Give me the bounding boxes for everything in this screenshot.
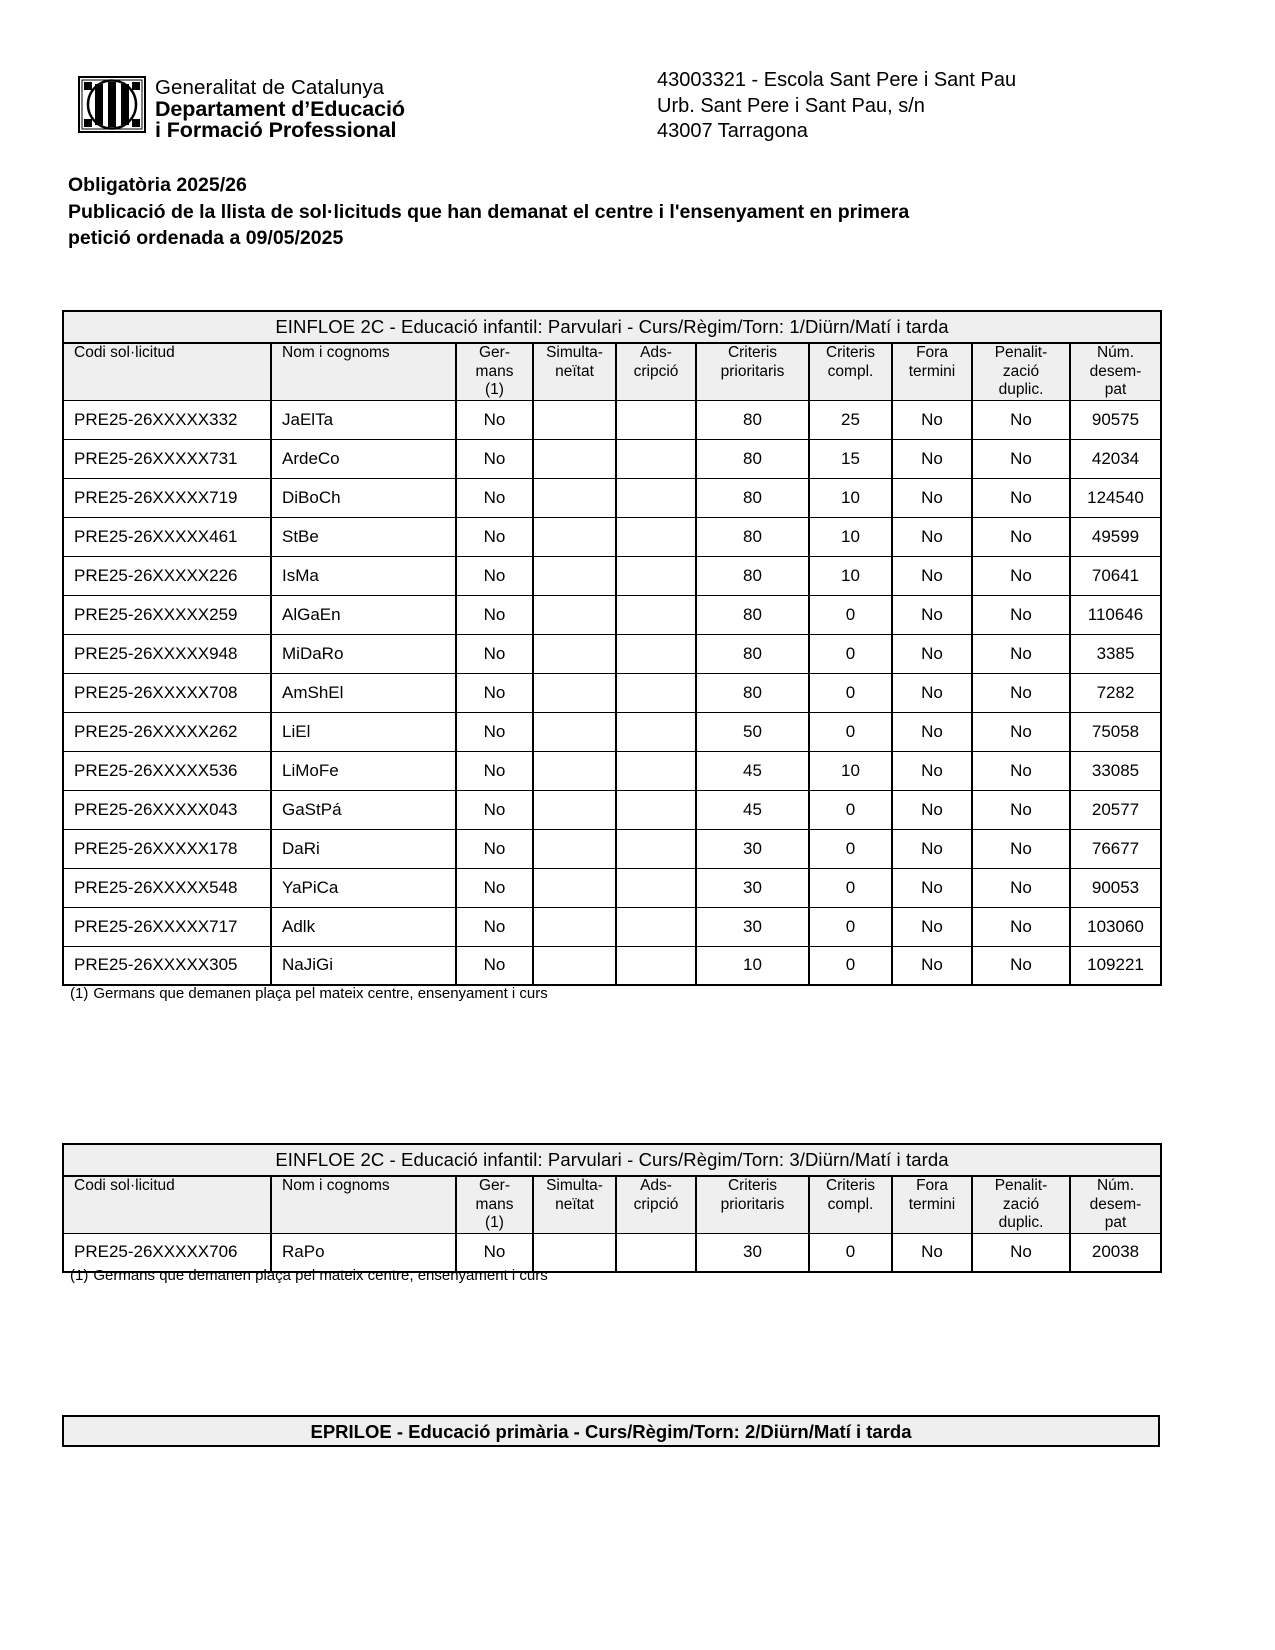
cell-num_desempat: 7282 — [1070, 673, 1161, 712]
group-title: EPRILOE - Educació primària - Curs/Règim/Torn: 2/Diürn/Matí i tarda — [62, 1415, 1160, 1447]
cell-penalitzacio: No — [972, 478, 1070, 517]
cell-criteris_prioritaris: 80 — [696, 478, 809, 517]
table-block-epriloe — [62, 1415, 1160, 1447]
cell-adscripcio — [616, 1233, 696, 1272]
col-header-nom: Nom i cognoms — [271, 1176, 456, 1233]
title-line-3: petició ordenada a 09/05/2025 — [68, 227, 344, 249]
cell-criteris_compl: 0 — [809, 712, 892, 751]
cell-penalitzacio: No — [972, 712, 1070, 751]
cell-fora_termini: No — [892, 790, 972, 829]
generalitat-logo — [78, 76, 405, 141]
cell-codi: PRE25-26XXXXX706 — [63, 1233, 271, 1272]
cell-criteris_compl: 0 — [809, 868, 892, 907]
cell-nom: ArdeCo — [271, 439, 456, 478]
cell-criteris_prioritaris: 30 — [696, 1233, 809, 1272]
col-header-germans: Ger- mans (1) — [456, 343, 533, 400]
cell-simultaneitat — [533, 673, 616, 712]
cell-adscripcio — [616, 595, 696, 634]
col-header-simultaneitat: Simulta- neïtat — [533, 1176, 616, 1233]
cell-codi: PRE25-26XXXXX332 — [63, 400, 271, 439]
cell-fora_termini: No — [892, 517, 972, 556]
cell-penalitzacio: No — [972, 400, 1070, 439]
cell-penalitzacio: No — [972, 790, 1070, 829]
cell-num_desempat: 42034 — [1070, 439, 1161, 478]
cell-adscripcio — [616, 790, 696, 829]
cell-criteris_compl: 15 — [809, 439, 892, 478]
cell-adscripcio — [616, 634, 696, 673]
cell-nom: LiEl — [271, 712, 456, 751]
table-group-title-row — [63, 311, 1161, 343]
group-title: EINFLOE 2C - Educació infantil: Parvulari - Curs/Règim/Torn: 1/Diürn/Matí i tarda — [63, 311, 1161, 343]
cell-germans: No — [456, 1233, 533, 1272]
table-block-einfloe-2c-curs-3 — [62, 1143, 1160, 1273]
cell-codi: PRE25-26XXXXX948 — [63, 634, 271, 673]
cell-codi: PRE25-26XXXXX043 — [63, 790, 271, 829]
cell-codi: PRE25-26XXXXX719 — [63, 478, 271, 517]
cell-codi: PRE25-26XXXXX305 — [63, 946, 271, 985]
table-group-title-row — [63, 1144, 1161, 1176]
cell-criteris_prioritaris: 30 — [696, 907, 809, 946]
cell-num_desempat: 76677 — [1070, 829, 1161, 868]
col-header-penalitzacio: Penalit- zació duplic. — [972, 1176, 1070, 1233]
cell-adscripcio — [616, 946, 696, 985]
cell-germans: No — [456, 907, 533, 946]
cell-criteris_compl: 0 — [809, 907, 892, 946]
table-body — [63, 1144, 1161, 1272]
cell-num_desempat: 90053 — [1070, 868, 1161, 907]
cell-num_desempat: 103060 — [1070, 907, 1161, 946]
cell-penalitzacio: No — [972, 595, 1070, 634]
cell-criteris_prioritaris: 45 — [696, 751, 809, 790]
col-header-nom: Nom i cognoms — [271, 343, 456, 400]
cell-nom: RaPo — [271, 1233, 456, 1272]
group-title: EINFLOE 2C - Educació infantil: Parvulari - Curs/Règim/Torn: 3/Diürn/Matí i tarda — [63, 1144, 1161, 1176]
table-row — [63, 868, 1161, 907]
cell-germans: No — [456, 868, 533, 907]
cell-criteris_prioritaris: 30 — [696, 868, 809, 907]
cell-fora_termini: No — [892, 829, 972, 868]
cell-criteris_compl: 10 — [809, 556, 892, 595]
cell-simultaneitat — [533, 868, 616, 907]
cell-adscripcio — [616, 751, 696, 790]
logo-line-3: i Formació Professional — [155, 118, 397, 142]
cell-germans: No — [456, 673, 533, 712]
col-header-fora-termini: Fora termini — [892, 343, 972, 400]
table-row — [63, 907, 1161, 946]
cell-codi: PRE25-26XXXXX708 — [63, 673, 271, 712]
col-header-fora-termini: Fora termini — [892, 1176, 972, 1233]
page-title — [68, 172, 1188, 252]
cell-criteris_prioritaris: 50 — [696, 712, 809, 751]
table-row — [63, 517, 1161, 556]
cell-nom: NaJiGi — [271, 946, 456, 985]
cell-germans: No — [456, 478, 533, 517]
cell-criteris_prioritaris: 80 — [696, 556, 809, 595]
center-city: 43007 Tarragona — [657, 120, 808, 142]
col-header-codi: Codi sol·licitud — [63, 1176, 271, 1233]
center-address-block — [657, 68, 1016, 145]
cell-fora_termini: No — [892, 595, 972, 634]
table-row — [63, 751, 1161, 790]
cell-simultaneitat — [533, 478, 616, 517]
applications-table — [62, 310, 1162, 986]
cell-simultaneitat — [533, 907, 616, 946]
cell-nom: AlGaEn — [271, 595, 456, 634]
table-body — [63, 311, 1161, 985]
document-header — [0, 0, 1275, 150]
cell-num_desempat: 109221 — [1070, 946, 1161, 985]
table-header-row — [63, 343, 1161, 400]
cell-simultaneitat — [533, 634, 616, 673]
col-header-num-desempat: Núm. desem- pat — [1070, 1176, 1161, 1233]
footnote-text: Germans que demanen plaça pel mateix centre, ensenyament i curs — [93, 1267, 548, 1284]
cell-criteris_prioritaris: 80 — [696, 517, 809, 556]
cell-penalitzacio: No — [972, 946, 1070, 985]
cell-fora_termini: No — [892, 673, 972, 712]
table-row — [63, 634, 1161, 673]
cell-criteris_compl: 10 — [809, 517, 892, 556]
col-header-adscripcio: Ads- cripció — [616, 1176, 696, 1233]
table-row — [63, 946, 1161, 985]
col-header-criteris-prioritaris: Criteris prioritaris — [696, 343, 809, 400]
col-header-penalitzacio: Penalit- zació duplic. — [972, 343, 1070, 400]
table-block-einfloe-2c-curs-1 — [62, 310, 1160, 986]
cell-adscripcio — [616, 517, 696, 556]
cell-fora_termini: No — [892, 907, 972, 946]
cell-codi: PRE25-26XXXXX717 — [63, 907, 271, 946]
cell-codi: PRE25-26XXXXX226 — [63, 556, 271, 595]
col-header-criteris-compl: Criteris compl. — [809, 343, 892, 400]
cell-fora_termini: No — [892, 712, 972, 751]
cell-fora_termini: No — [892, 478, 972, 517]
cell-simultaneitat — [533, 829, 616, 868]
table-row — [63, 712, 1161, 751]
cell-criteris_compl: 0 — [809, 1233, 892, 1272]
cell-germans: No — [456, 595, 533, 634]
center-name: 43003321 - Escola Sant Pere i Sant Pau — [657, 69, 1017, 91]
cell-num_desempat: 3385 — [1070, 634, 1161, 673]
cell-adscripcio — [616, 478, 696, 517]
cell-criteris_compl: 10 — [809, 478, 892, 517]
cell-fora_termini: No — [892, 556, 972, 595]
cell-nom: Adlk — [271, 907, 456, 946]
cell-nom: JaElTa — [271, 400, 456, 439]
cell-codi: PRE25-26XXXXX731 — [63, 439, 271, 478]
cell-nom: IsMa — [271, 556, 456, 595]
cell-fora_termini: No — [892, 400, 972, 439]
col-header-simultaneitat: Simulta- neïtat — [533, 343, 616, 400]
cell-penalitzacio: No — [972, 751, 1070, 790]
cell-criteris_prioritaris: 80 — [696, 439, 809, 478]
cell-criteris_prioritaris: 80 — [696, 634, 809, 673]
cell-fora_termini: No — [892, 946, 972, 985]
cell-nom: YaPiCa — [271, 868, 456, 907]
cell-adscripcio — [616, 556, 696, 595]
cell-adscripcio — [616, 400, 696, 439]
cell-adscripcio — [616, 673, 696, 712]
cell-adscripcio — [616, 712, 696, 751]
applications-table — [62, 1143, 1162, 1273]
title-line-2: Publicació de la llista de sol·licituds que han demanat el centre i l'ensenyament en primera — [68, 200, 910, 223]
cell-criteris_prioritaris: 80 — [696, 595, 809, 634]
generalitat-coat-of-arms-icon — [78, 76, 146, 133]
col-header-num-desempat: Núm. desem- pat — [1070, 343, 1161, 400]
col-header-adscripcio: Ads- cripció — [616, 343, 696, 400]
cell-criteris_compl: 0 — [809, 946, 892, 985]
cell-adscripcio — [616, 907, 696, 946]
cell-criteris_compl: 0 — [809, 829, 892, 868]
cell-penalitzacio: No — [972, 868, 1070, 907]
cell-criteris_compl: 0 — [809, 673, 892, 712]
cell-codi: PRE25-26XXXXX259 — [63, 595, 271, 634]
cell-germans: No — [456, 439, 533, 478]
cell-simultaneitat — [533, 712, 616, 751]
cell-num_desempat: 70641 — [1070, 556, 1161, 595]
cell-penalitzacio: No — [972, 907, 1070, 946]
cell-simultaneitat — [533, 595, 616, 634]
cell-num_desempat: 124540 — [1070, 478, 1161, 517]
footnote-text: Germans que demanen plaça pel mateix centre, ensenyament i curs — [93, 985, 548, 1002]
cell-germans: No — [456, 556, 533, 595]
table-row — [63, 439, 1161, 478]
footnote-table-2 — [70, 1267, 548, 1285]
cell-germans: No — [456, 400, 533, 439]
col-header-criteris-compl: Criteris compl. — [809, 1176, 892, 1233]
cell-penalitzacio: No — [972, 517, 1070, 556]
cell-simultaneitat — [533, 946, 616, 985]
cell-fora_termini: No — [892, 439, 972, 478]
cell-criteris_compl: 0 — [809, 790, 892, 829]
cell-criteris_compl: 10 — [809, 751, 892, 790]
footnote-marker: (1) — [70, 1267, 89, 1284]
cell-criteris_compl: 0 — [809, 595, 892, 634]
cell-penalitzacio: No — [972, 556, 1070, 595]
table-row — [63, 790, 1161, 829]
cell-simultaneitat — [533, 790, 616, 829]
cell-germans: No — [456, 517, 533, 556]
cell-criteris_prioritaris: 80 — [696, 400, 809, 439]
cell-nom: DaRi — [271, 829, 456, 868]
cell-adscripcio — [616, 439, 696, 478]
cell-codi: PRE25-26XXXXX178 — [63, 829, 271, 868]
cell-num_desempat: 20038 — [1070, 1233, 1161, 1272]
cell-nom: GaStPá — [271, 790, 456, 829]
cell-codi: PRE25-26XXXXX536 — [63, 751, 271, 790]
cell-num_desempat: 33085 — [1070, 751, 1161, 790]
cell-criteris_prioritaris: 45 — [696, 790, 809, 829]
cell-nom: AmShEl — [271, 673, 456, 712]
center-street: Urb. Sant Pere i Sant Pau, s/n — [657, 94, 925, 117]
cell-criteris_compl: 25 — [809, 400, 892, 439]
cell-germans: No — [456, 634, 533, 673]
cell-codi: PRE25-26XXXXX262 — [63, 712, 271, 751]
cell-simultaneitat — [533, 439, 616, 478]
cell-fora_termini: No — [892, 868, 972, 907]
cell-germans: No — [456, 790, 533, 829]
cell-num_desempat: 90575 — [1070, 400, 1161, 439]
cell-num_desempat: 49599 — [1070, 517, 1161, 556]
table-row — [63, 595, 1161, 634]
cell-num_desempat: 75058 — [1070, 712, 1161, 751]
cell-num_desempat: 110646 — [1070, 595, 1161, 634]
table-row — [63, 556, 1161, 595]
cell-codi: PRE25-26XXXXX548 — [63, 868, 271, 907]
table-row — [63, 673, 1161, 712]
cell-fora_termini: No — [892, 1233, 972, 1272]
title-line-1: Obligatòria 2025/26 — [68, 174, 247, 196]
cell-simultaneitat — [533, 556, 616, 595]
table-header-row — [63, 1176, 1161, 1233]
cell-fora_termini: No — [892, 634, 972, 673]
cell-criteris_compl: 0 — [809, 634, 892, 673]
cell-nom: DiBoCh — [271, 478, 456, 517]
logo-line-2: Departament d’Educació — [155, 97, 405, 121]
cell-criteris_prioritaris: 30 — [696, 829, 809, 868]
cell-simultaneitat — [533, 517, 616, 556]
cell-adscripcio — [616, 868, 696, 907]
cell-germans: No — [456, 829, 533, 868]
cell-germans: No — [456, 946, 533, 985]
cell-codi: PRE25-26XXXXX461 — [63, 517, 271, 556]
cell-simultaneitat — [533, 751, 616, 790]
cell-penalitzacio: No — [972, 829, 1070, 868]
cell-fora_termini: No — [892, 751, 972, 790]
cell-nom: StBe — [271, 517, 456, 556]
logo-line-1: Generalitat de Catalunya — [155, 76, 385, 99]
cell-penalitzacio: No — [972, 1233, 1070, 1272]
cell-penalitzacio: No — [972, 634, 1070, 673]
cell-germans: No — [456, 751, 533, 790]
cell-criteris_prioritaris: 10 — [696, 946, 809, 985]
footnote-table-1 — [70, 985, 548, 1003]
cell-nom: MiDaRo — [271, 634, 456, 673]
table-row — [63, 478, 1161, 517]
cell-penalitzacio: No — [972, 439, 1070, 478]
cell-num_desempat: 20577 — [1070, 790, 1161, 829]
cell-simultaneitat — [533, 400, 616, 439]
cell-penalitzacio: No — [972, 673, 1070, 712]
footnote-marker: (1) — [70, 985, 89, 1002]
table-row — [63, 829, 1161, 868]
col-header-codi: Codi sol·licitud — [63, 343, 271, 400]
cell-germans: No — [456, 712, 533, 751]
cell-nom: LiMoFe — [271, 751, 456, 790]
cell-adscripcio — [616, 829, 696, 868]
table-row — [63, 400, 1161, 439]
col-header-criteris-prioritaris: Criteris prioritaris — [696, 1176, 809, 1233]
cell-criteris_prioritaris: 80 — [696, 673, 809, 712]
col-header-germans: Ger- mans (1) — [456, 1176, 533, 1233]
